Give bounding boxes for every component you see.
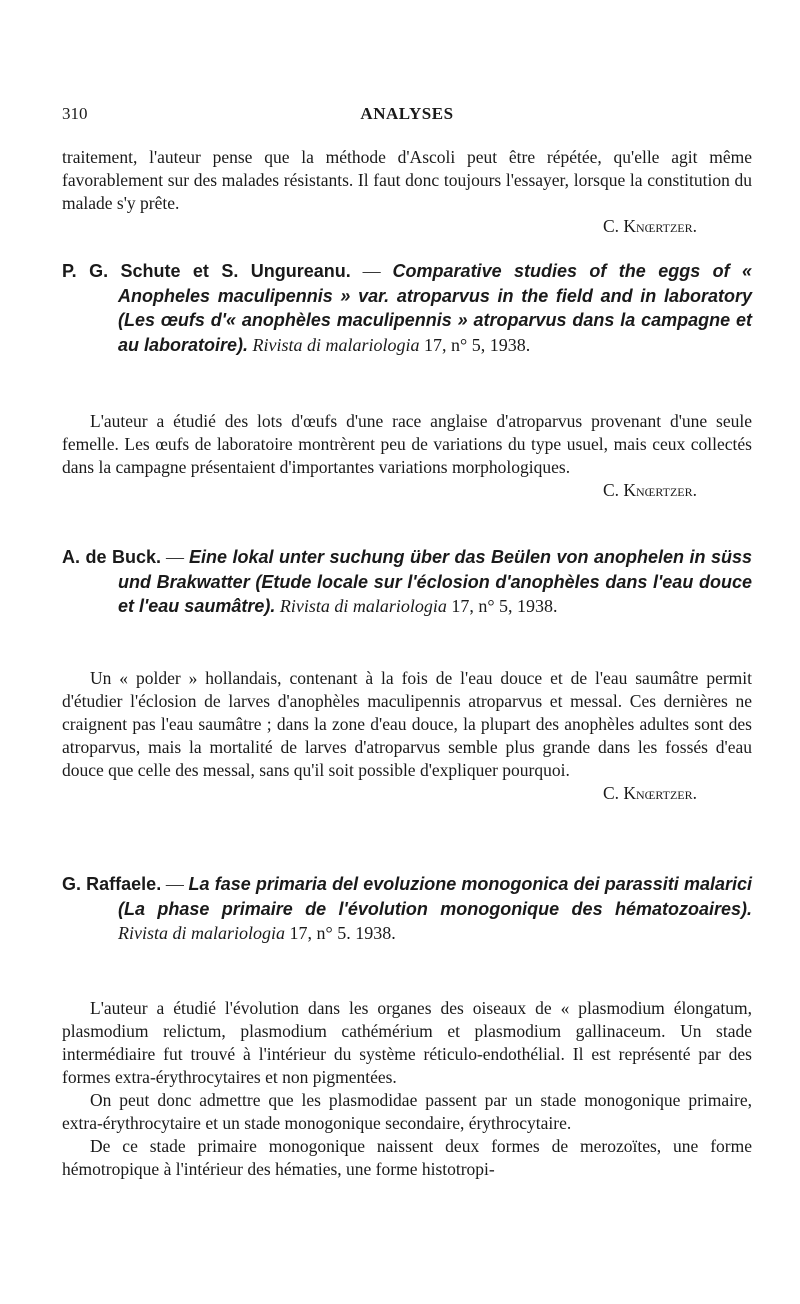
entry-journal: Rivista di malariologia xyxy=(252,334,420,355)
entry-body: L'auteur a étudié des lots d'œufs d'une race anglaise d'atroparvus provenant d'une seule femelle. Les œufs de laboratoire montrèrent peu de variations du type usuel, mais ceux collectés dans la campagne présentaient d'importantes variations morphologiques. xyxy=(62,411,752,477)
signature: C. Knœrtzer. xyxy=(602,216,697,236)
entry-citation: 17, n° 5, 1938. xyxy=(451,596,558,616)
entry-citation: 17, n° 5. 1938. xyxy=(289,923,396,943)
paragraph: De ce stade primaire monogonique naissent deux formes de merozoïtes, une forme hémotropique à l'intérieur des hématies, une forme histotropi- xyxy=(62,1136,752,1179)
entry-abstract xyxy=(62,667,752,805)
intro-paragraph xyxy=(62,146,752,238)
intro-text: traitement, l'auteur pense que la méthode d'Ascoli peut être répétée, qu'elle agit même favorablement sur des malades résistants. Il faut donc toujours l'essayer, lorsque la constitution du malade s'y prête. xyxy=(62,147,752,213)
entry-journal: Rivista di malariologia xyxy=(118,923,286,943)
entry-title: Eine lokal unter suchung über das Beülen von anophelen in süss und Brakwatter (Etude locale sur l'éclosion d'anophèles dans l'eau douce et l'eau saumâtre). xyxy=(118,547,753,616)
entry-citation: 17, n° 5, 1938. xyxy=(424,334,531,355)
signature: C. Knœrtzer. xyxy=(602,480,697,500)
page-number: 310 xyxy=(62,104,88,123)
entry-title: La fase primaria del evoluzione monogonica dei parassiti malarici (La phase primaire de l'évolution monogonique des hématozoaires). xyxy=(118,874,752,919)
entry-authors: G. Raffaele. xyxy=(62,874,162,894)
entry-reference: G. Raffaele. — La fase primaria del evoluzione monogonica dei parassiti malarici (La phase primaire de l'évolution monogonique des hématozoaires). Rivista di malariologia 17, n° 5. 1938. xyxy=(62,874,752,943)
running-title: ANALYSES xyxy=(360,104,454,123)
entry-reference: P. G. Schute et S. Ungureanu. — Comparative studies of the eggs of « Anopheles maculipennis » var. atroparvus in the field and in laboratory (Les œufs d'« anophèles maculipennis » atroparvus dans la campagne et au laboratoire). Rivista di malariologia 17, n° 5, 1938. xyxy=(62,261,753,355)
entry-authors: P. G. Schute et S. Ungureanu. xyxy=(62,261,351,281)
entry-reference: A. de Buck. — Eine lokal unter suchung über das Beülen von anophelen in süss und Brakwatter (Etude locale sur l'éclosion d'anophèles dans l'eau douce et l'eau saumâtre). Rivista di malariologia 17, n° 5, 1938. xyxy=(62,547,753,616)
entry-journal: Rivista di malariologia xyxy=(279,596,447,616)
entry-abstract xyxy=(62,997,752,1181)
entry-authors: A. de Buck. xyxy=(62,547,162,567)
signature: C. Knœrtzer. xyxy=(602,783,697,803)
paragraph: L'auteur a étudié l'évolution dans les organes des oiseaux de « plasmodium élongatum, plasmodium relictum, plasmodium cathémérium et plasmodium gallinaceum. Un stade intermédiaire fut trouvé à l'intérieur du système réticulo-endothélial. Il est représenté par des formes extra-érythrocytaires et non pigmentées. xyxy=(62,998,752,1087)
entry-title: Comparative studies of the eggs of « Anopheles maculipennis » var. atroparvus in the field and in laboratory (Les œufs d'« anophèles maculipennis » atroparvus dans la campagne et au laboratoire). xyxy=(118,261,753,355)
running-header xyxy=(62,104,752,130)
entry-abstract xyxy=(62,410,752,502)
entry-body: Un « polder » hollandais, contenant à la fois de l'eau douce et de l'eau saumâtre permit d'étudier l'éclosion de larves d'anophèles maculipennis atroparvus et messal. Ces dernières ne craignent pas l'eau saumâtre ; dans la zone d'eau douce, la plupart des anophèles adultes sont des atroparvus, mais la mortalité de larves d'atroparvus semble plus grande dans les fossés d'eau douce que celle des messal, sans qu'il soit possible d'expliquer pourquoi. xyxy=(62,668,752,780)
paragraph: On peut donc admettre que les plasmodidae passent par un stade monogonique primaire, extra-érythrocytaire et un stade monogonique secondaire, érythrocytaire. xyxy=(62,1090,752,1133)
